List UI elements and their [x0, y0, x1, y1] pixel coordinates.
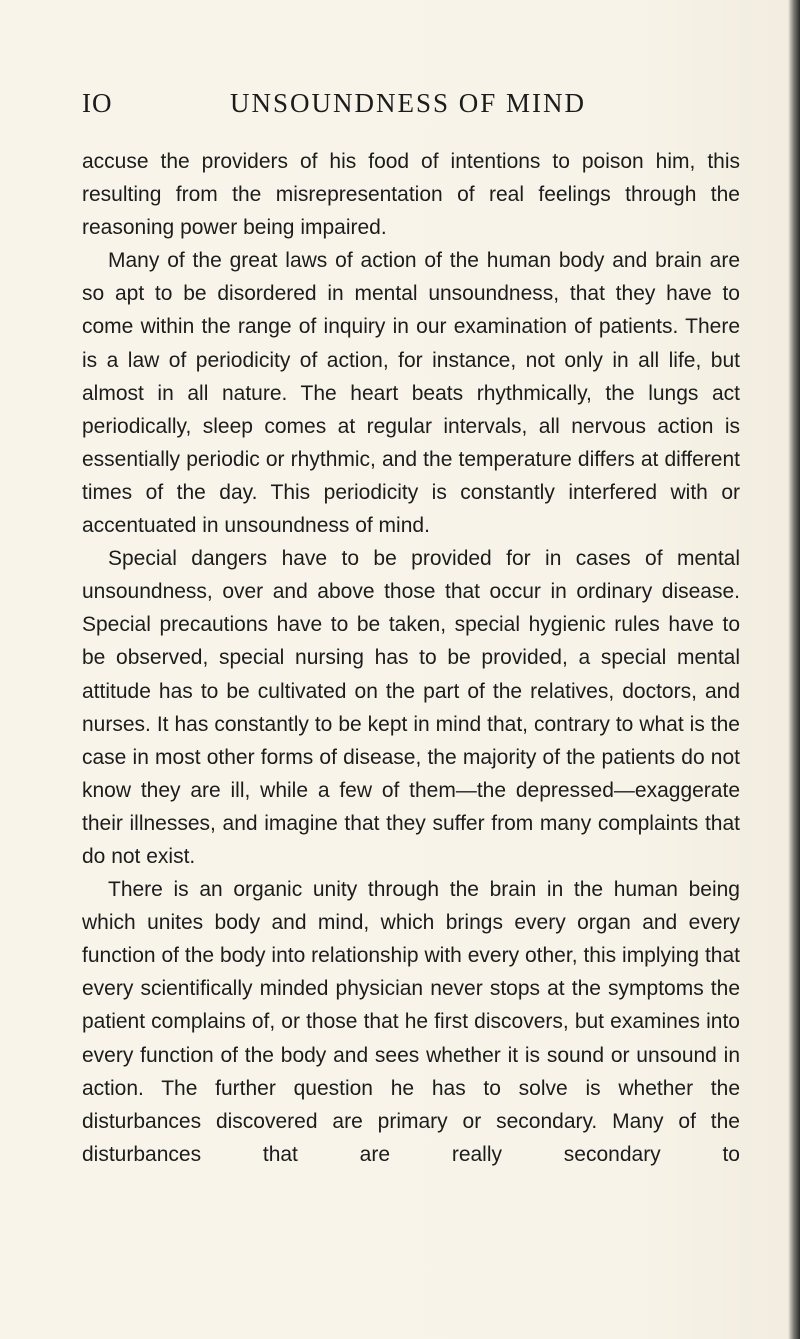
paragraph-1: accuse the providers of his food of intentions to poison him, this resulting from the misrepresentation of real feelings through the reasoning power being impaired. — [82, 150, 740, 240]
body-text — [82, 145, 740, 1171]
paragraph-2: Many of the great laws of action of the human body and brain are so apt to be disordered in mental unsoundness, that they have to come within the range of inquiry in our examination of patients. There is a law of periodicity of action, for instance, not only in all life, but almost in all nature. The heart beats rhythmically, the lungs act periodically, sleep comes at regular intervals, all nervous action is essentially periodic or rhythmic, and the temperature differs at different times of the day. This periodicity is constantly interfered with or accentuated in unsoundness of mind. — [82, 249, 740, 538]
paragraph-4: There is an organic unity through the brain in the human being which unites body and mind, which brings every organ and every function of the body into relationship with every other, this implying that every scientifically minded physician never stops at the symptoms the patient complains of, or those that he first discovers, but examines into every function of the body and sees whether it is sound or unsound in action. The further question he has to solve is whether the disturbances discovered are primary or secondary. Many of the disturbances that are really secondary to — [82, 878, 740, 1166]
page-header — [82, 88, 732, 128]
running-title: UNSOUNDNESS OF MIND — [230, 88, 587, 118]
paragraph-3: Special dangers have to be provided for in cases of mental unsoundness, over and above those that occur in ordinary disease. Special precautions have to be taken, special hygienic rules have to be observed, special nursing has to be provided, a special mental attitude has to be cultivated on the part of the relatives, doctors, and nurses. It has constantly to be kept in mind that, contrary to what is the case in most other forms of disease, the majority of the patients do not know they are ill, while a few of them—the depressed—exaggerate their illnesses, and imagine that they suffer from many complaints that do not exist. — [82, 547, 740, 868]
page-number: IO — [82, 88, 113, 118]
page-edge-shadow — [788, 0, 800, 1339]
